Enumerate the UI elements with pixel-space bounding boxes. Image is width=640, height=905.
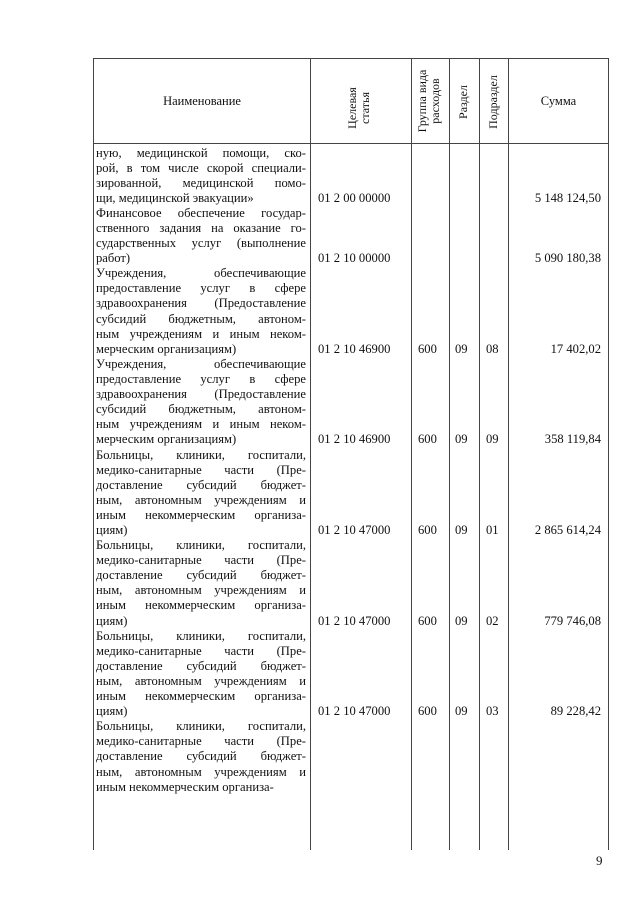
row-group: 600 [418,341,437,356]
row-name-line: циям) [96,522,128,537]
row-name-line: медико-санитарные части (Пре- [96,553,306,568]
row-name-line: иным некоммерческим организа- [96,689,306,704]
row-name-line: субсидий бюджетным, автоном- [96,311,306,326]
row-sum: 89 228,42 [550,704,601,719]
row-name-line: доставление субсидий бюджет- [96,568,306,583]
header-subsection: Подраздел [486,75,500,129]
col-border-section [479,58,480,850]
row-name-line: субсидий бюджетным, автоном- [96,402,306,417]
row-name-line: ным, автономным учреждениям и [96,583,306,598]
row-target: 01 2 10 46900 [318,432,391,447]
row-sum: 5 090 180,38 [534,251,601,266]
row-name-line: доставление субсидий бюджет- [96,477,306,492]
row-target: 01 2 10 47000 [318,704,391,719]
row-group: 600 [418,704,437,719]
row-name-line: иным некоммерческим организа- [96,598,306,613]
page-number: 9 [596,853,603,868]
row-name-line: доставление субсидий бюджет- [96,658,306,673]
row-sum: 5 148 124,50 [534,190,601,205]
row-name-line: ственного задания на оказание го- [96,220,306,235]
row-section: 09 [455,341,468,356]
col-border-right [608,58,609,850]
table-top-border [93,58,608,59]
row-name-line: здравоохранения (Предоставление [96,296,306,311]
row-name-line: Больницы, клиники, госпитали, [96,538,306,553]
row-name-line: работ) [96,251,131,266]
row-name [96,357,306,448]
header-group [416,61,444,141]
row-name-line: мерческим организациям) [96,432,237,447]
row-section: 09 [455,432,468,447]
row-name-line: предоставление услуг в сфере [96,371,306,386]
row-name-line: циям) [96,613,128,628]
header-group-line2: расходов [428,78,442,124]
row-name [96,538,306,629]
col-border-left [93,58,94,850]
row-name-line: Больницы, клиники, госпитали, [96,719,306,734]
row-name [96,206,306,266]
row-name-line: иным некоммерческим организа- [96,507,306,522]
row-name [96,719,306,794]
row-subsection: 09 [486,432,499,447]
row-name-line: зированной, медицинской помо- [96,175,306,190]
row-name-line: ную, медицинской помощи, ско- [96,145,306,160]
row-name-line: Учреждения, обеспечивающие [96,356,306,371]
header-target-line2: статья [358,92,372,124]
header-sum: Сумма [540,94,577,108]
row-subsection: 02 [486,613,499,628]
row-name-line: предоставление услуг в сфере [96,281,306,296]
row-name-line: мерческим организациям) [96,341,237,356]
col-border-group [449,58,450,850]
row-name [96,146,306,206]
row-name [96,448,306,539]
col-border-target [411,58,412,850]
row-name-line: Учреждения, обеспечивающие [96,266,306,281]
row-name [96,629,306,720]
row-target: 01 2 10 47000 [318,523,391,537]
row-name-line: Больницы, клиники, госпитали, [96,628,306,643]
row-name-line: медико-санитарные части (Пре- [96,734,306,749]
row-target: 01 2 00 00000 [318,190,391,205]
row-group: 600 [418,523,437,537]
row-target: 01 2 10 46900 [318,341,391,356]
row-section: 09 [455,613,468,628]
row-name-line: иным некоммерческим организа- [96,779,274,794]
row-name-line: ным, автономным учреждениям и [96,764,306,779]
row-sum: 2 865 614,24 [534,523,601,537]
col-border-name [310,58,311,850]
row-name-line: Финансовое обеспечение государ- [96,205,306,220]
row-name-line: ным, автономным учреждениям и [96,673,306,688]
row-name-line: здравоохранения (Предоставление [96,387,306,402]
row-name-line: рой, в том числе скорой специали- [96,160,306,175]
row-name-line: ным учреждениям и иным неком- [96,417,306,432]
row-name-line: щи, медицинской эвакуации» [96,190,254,205]
row-sum: 779 746,08 [544,613,601,628]
header-group-line1: Группа вида [415,69,429,133]
row-section: 09 [455,523,468,537]
row-subsection: 08 [486,341,499,356]
row-name-line: ным, автономным учреждениям и [96,492,306,507]
row-subsection: 03 [486,704,499,719]
row-section: 09 [455,704,468,719]
row-name-line: медико-санитарные части (Пре- [96,643,306,658]
header-section: Раздел [456,85,470,119]
row-group: 600 [418,613,437,628]
row-name-line: сударственных услуг (выполнение [96,236,306,251]
header-name: Наименование [163,94,241,108]
row-name-line: медико-санитарные части (Пре- [96,462,306,477]
row-name-line: Больницы, клиники, госпитали, [96,447,306,462]
row-target: 01 2 10 47000 [318,613,391,628]
header-target-line1: Целевая [345,87,359,129]
col-border-subsection [508,58,509,850]
row-group: 600 [418,432,437,447]
row-sum: 358 119,84 [544,432,601,447]
row-name [96,266,306,357]
row-sum: 17 402,02 [550,341,601,356]
row-name-line: ным учреждениям и иным неком- [96,326,306,341]
header-target [346,68,374,148]
row-name-line: циям) [96,704,128,719]
row-target: 01 2 10 00000 [318,251,391,266]
row-name-line: доставление субсидий бюджет- [96,749,306,764]
row-subsection: 01 [486,523,499,537]
